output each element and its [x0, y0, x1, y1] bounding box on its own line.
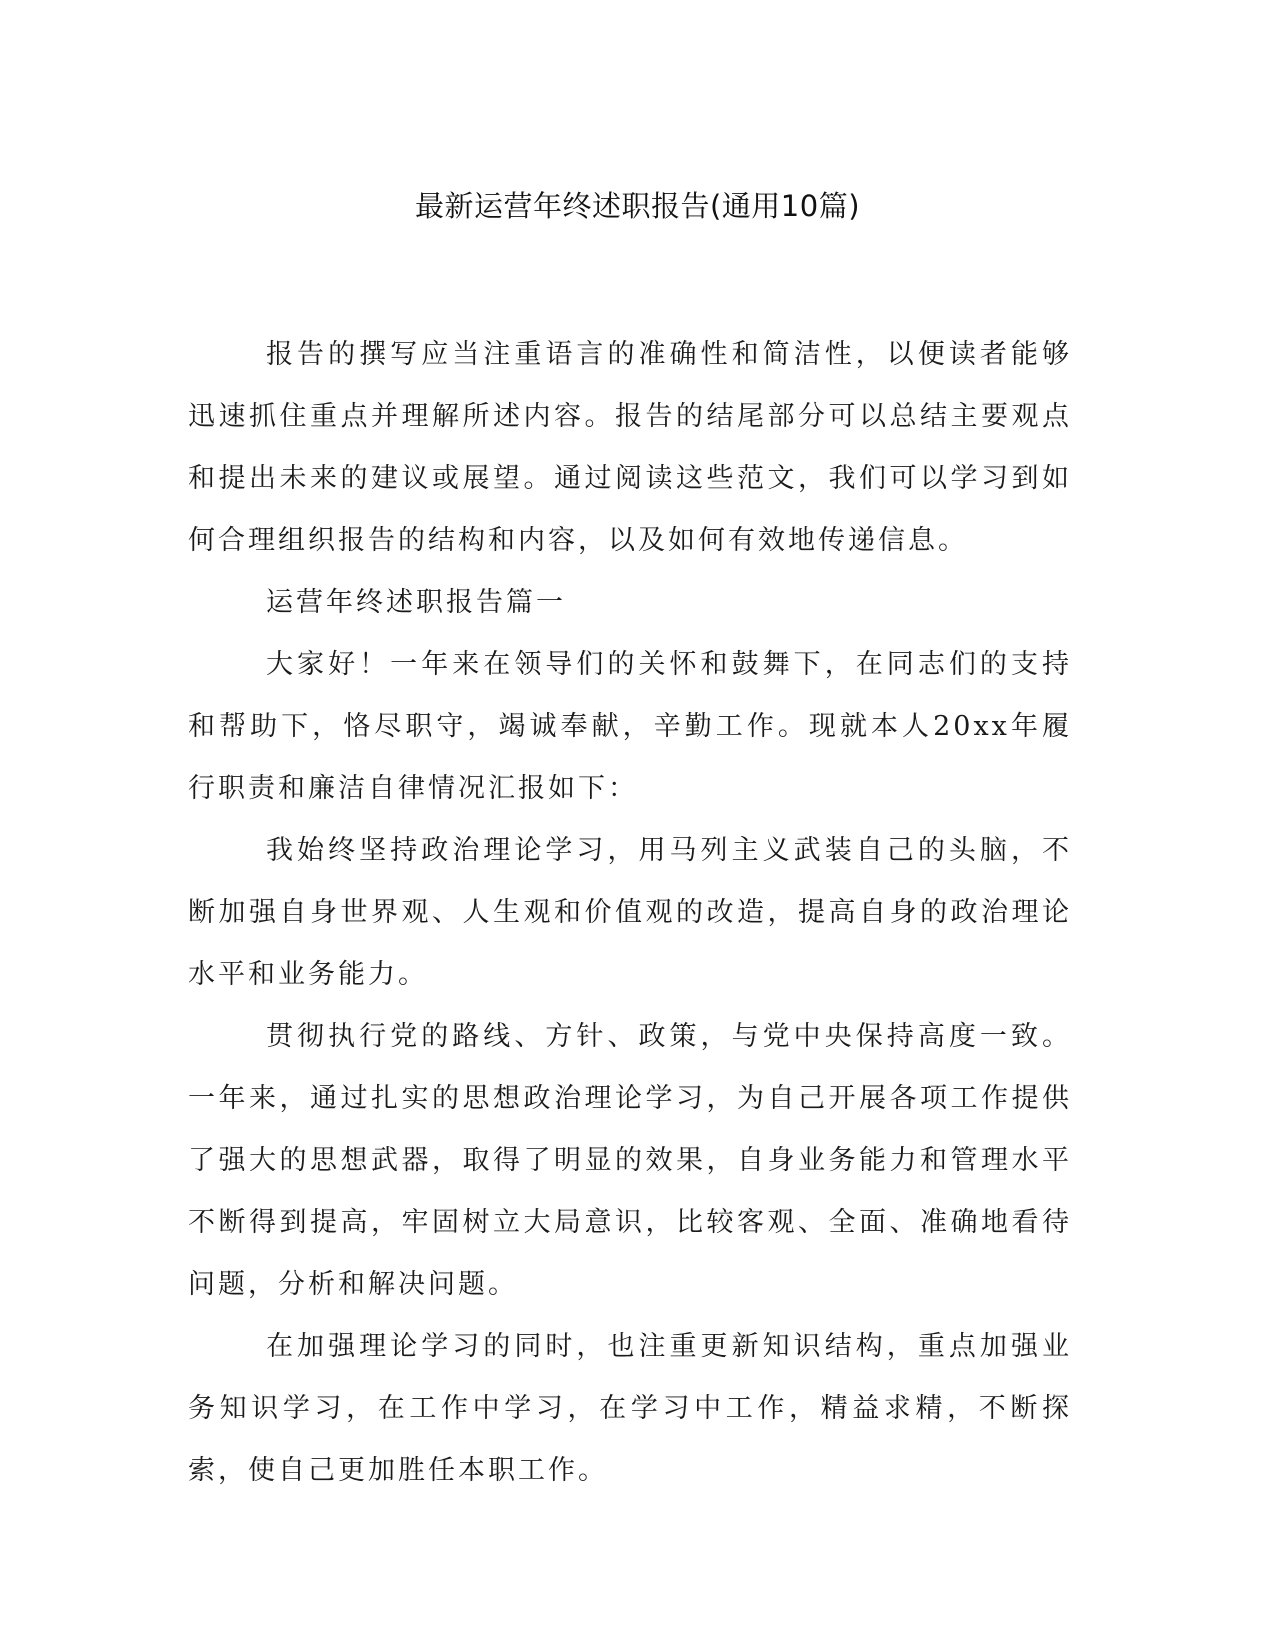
body-paragraph: 大家好！一年来在领导们的关怀和鼓舞下，在同志们的支持和帮助下，恪尽职守，竭诚奉献，辛勤工作。现就本人20xx年履行职责和廉洁自律情况汇报如下：	[188, 649, 1072, 804]
body-paragraph: 我始终坚持政治理论学习，用马列主义武装自己的头脑，不断加强自身世界观、人生观和价值观的改造，提高自身的政治理论水平和业务能力。	[188, 835, 1072, 990]
body-paragraph: 在加强理论学习的同时，也注重更新知识结构，重点加强业务知识学习，在工作中学习，在学习中工作，精益求精，不断探索，使自己更加胜任本职工作。	[188, 1331, 1072, 1486]
document-body	[188, 324, 1072, 1502]
body-paragraph: 贯彻执行党的路线、方针、政策，与党中央保持高度一致。一年来，通过扎实的思想政治理论学习，为自己开展各项工作提供了强大的思想武器，取得了明显的效果，自身业务能力和管理水平不断得到提高，牢固树立大局意识，比较客观、全面、准确地看待问题，分析和解决问题。	[188, 1021, 1072, 1300]
section-heading: 运营年终述职报告篇一	[266, 587, 566, 618]
intro-paragraph: 报告的撰写应当注重语言的准确性和简洁性，以便读者能够迅速抓住重点并理解所述内容。报告的结尾部分可以总结主要观点和提出未来的建议或展望。通过阅读这些范文，我们可以学习到如何合理组织报告的结构和内容，以及如何有效地传递信息。	[188, 339, 1072, 556]
document-title: 最新运营年终述职报告(通用10篇)	[414, 189, 861, 223]
